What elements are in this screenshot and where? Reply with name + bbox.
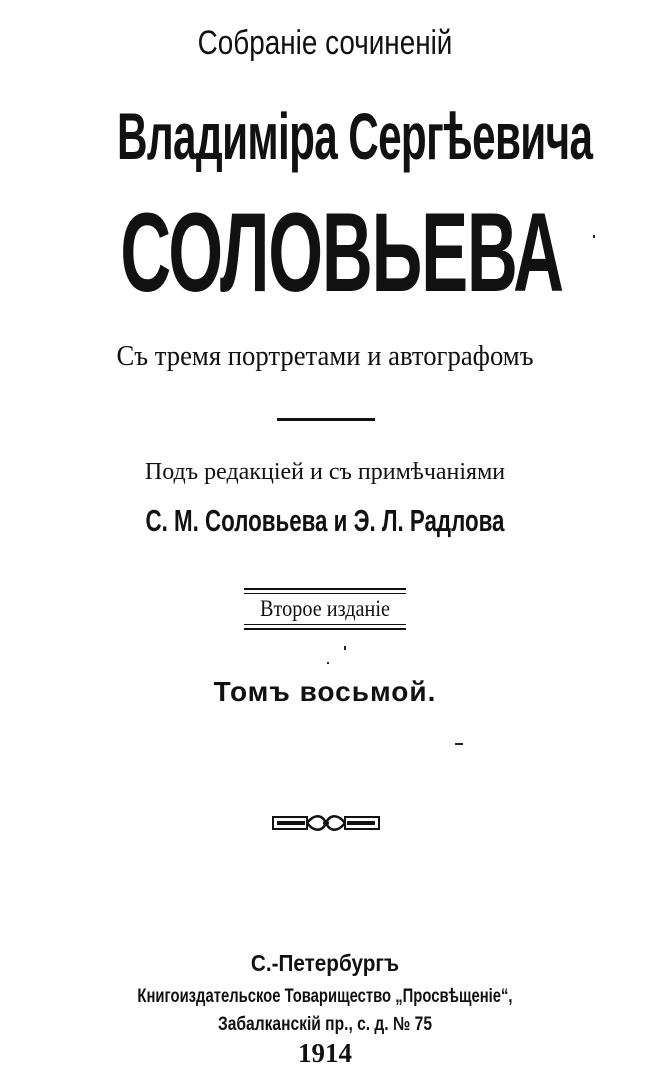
ornament-icon <box>272 812 380 834</box>
editors-intro: Подъ редакціей и съ примѣчаніями <box>144 459 506 485</box>
edition-label: Второе изданіе <box>260 596 390 621</box>
imprint-address: Забалканскій пр., с. д. № 75 <box>218 1014 432 1035</box>
divider-rule <box>277 418 375 421</box>
author-name: Владиміра Сергѣевича <box>117 99 593 173</box>
author-surname: СОЛОВЬЕВА <box>120 190 563 315</box>
print-speck <box>455 743 463 745</box>
volume-label: Томъ восьмой. <box>213 676 437 707</box>
subtitle: Съ тремя портретами и автографомъ <box>116 340 534 372</box>
imprint-publisher: Книгоиздательское Товарищество „Просвѣщеніе“, <box>137 986 513 1007</box>
print-speck <box>327 662 329 664</box>
imprint-year: 1914 <box>298 1038 352 1068</box>
imprint-city: С.-Петербургъ <box>250 950 400 976</box>
editors-names: С. М. Соловьева и Э. Л. Радлова <box>145 503 505 538</box>
edition-rule-top <box>244 588 406 594</box>
print-speck <box>344 646 346 650</box>
collection-title: Собраніе сочиненій <box>197 24 453 62</box>
edition-rule-bottom <box>244 624 406 630</box>
print-speck <box>593 235 595 238</box>
